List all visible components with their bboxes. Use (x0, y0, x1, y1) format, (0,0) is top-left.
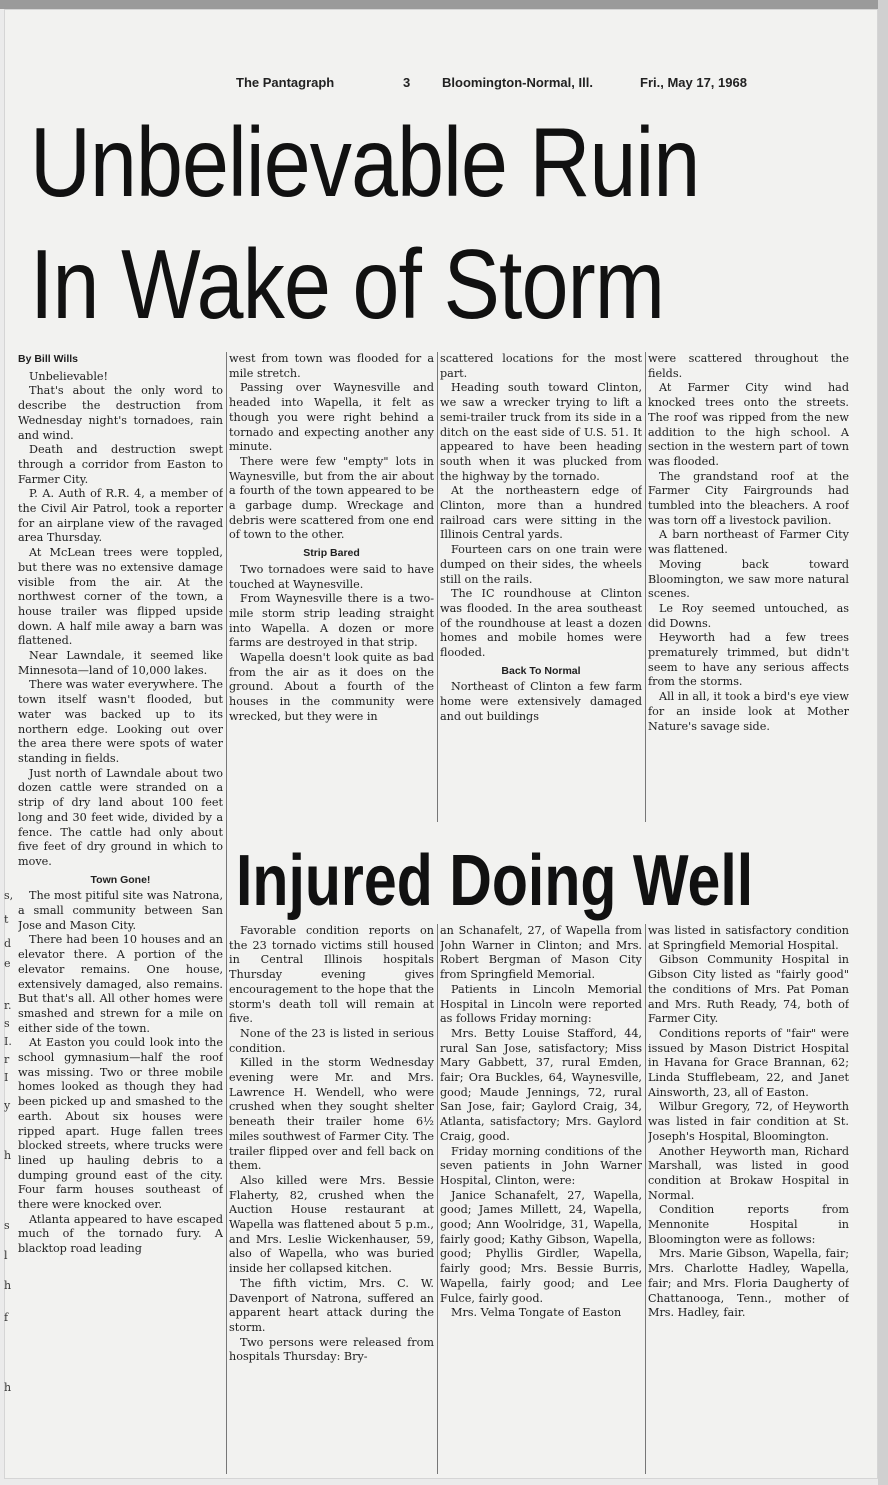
headline-line-2: In Wake of Storm (30, 229, 665, 339)
margin-fragment: s (4, 1219, 10, 1232)
story1-column-3 (440, 352, 642, 822)
subhead-back-to-normal: Back To Normal (501, 664, 581, 677)
window-top-bar (0, 0, 888, 9)
page-number: 3 (403, 75, 411, 90)
column-rule (645, 924, 646, 1474)
story1-column-4 (648, 352, 849, 822)
paragraph: Fourteen cars on one train were dumped on their sides, the wheels still on the rails. (440, 543, 642, 586)
paragraph: There was water everywhere. The town itself wasn't flooded, but water was backed up to its northern edge. Looking out over the area there were spots of water standing in fields. (18, 678, 223, 765)
subhead-town-gone: Town Gone! (90, 873, 151, 886)
paragraph: Atlanta appeared to have escaped much of the tornado fury. A blacktop road leading (18, 1212, 223, 1256)
paragraph: west from town was flooded for a mile stretch. (229, 352, 434, 380)
margin-fragment: f (4, 1311, 9, 1324)
paragraph: The fifth victim, Mrs. C. W. Davenport of Natrona, suffered an apparent heart attack during the storm. (229, 1276, 434, 1334)
paragraph: scattered locations for the most part. (440, 352, 642, 380)
margin-fragment: I. (4, 1035, 12, 1048)
paragraph: At McLean trees were toppled, but there was no extensive damage visible from the air. At the northwest corner of the town, a house trailer was flipped upside down. A half mile away a barn was flattened. (18, 546, 223, 648)
paragraph: Death and destruction swept through a corridor from Easton to Farmer City. (18, 443, 223, 486)
margin-fragment: s, (4, 889, 14, 902)
paragraph: Favorable condition reports on the 23 tornado victims still housed in Central Illinois hospitals Thursday evening gives encouragement to the hope that the storm's death toll will remain at five. (229, 924, 434, 1026)
paragraph: Two persons were released from hospitals Thursday: Bry- (229, 1335, 434, 1364)
paragraph: There were few "empty" lots in Waynesville, but from the air about a fourth of the town appeared to be a garbage dump. Wreckage and debris were scattered from one end of town to the other. (229, 454, 434, 542)
paragraph: That's about the only word to describe the destruction from Wednesday night's tornadoes, rain and wind. (18, 384, 223, 442)
paragraph: Near Lawndale, it seemed like Minnesota—land of 10,000 lakes. (18, 649, 223, 677)
headline-line-1: Unbelievable Ruin (30, 107, 700, 217)
paragraph: Northeast of Clinton a few farm home were extensively damaged and out buildings (440, 680, 642, 723)
margin-fragment: l (4, 1249, 8, 1262)
paragraph: The IC roundhouse at Clinton was flooded. In the area southeast of the roundhouse at least a dozen homes and mobile homes were flooded. (440, 587, 642, 660)
paragraph: was listed in satisfactory condition at Springfield Memorial Hospital. (648, 924, 849, 952)
paragraph: Mrs. Betty Louise Stafford, 44, rural San Jose, satisfactory; Miss Mary Gabbett, 37, rural Emden, fair; Ora Buckles, 64, Waynesville, good; Maude Jennings, 72, rural San Jose, fair; Gaylord Craig, 34, Atlanta, satisfactory; Mrs. Gaylord Craig, good. (440, 1026, 642, 1143)
paragraph: At the northeastern edge of Clinton, more than a hundred railroad cars were sitting in the Illinois Central yards. (440, 484, 642, 542)
story2-column-2 (440, 924, 642, 1474)
paragraph: Also killed were Mrs. Bessie Flaherty, 82, crushed when the Auction House restaurant at Wapella was flattened about 5 p.m., and Mrs. Leslie Wickenhauser, 59, also of Wapella, who was buried inside her collapsed kitchen. (229, 1173, 434, 1276)
margin-fragment: h (4, 1279, 12, 1292)
margin-fragment: I (4, 1071, 9, 1084)
paragraph: Heading south toward Clinton, we saw a wrecker trying to lift a semi-trailer truck from its side in a ditch on the east side of U.S. 51. It appeared to have been heading south when it was plucked from the highway by the tornado. (440, 381, 642, 483)
paragraph: Another Heyworth man, Richard Marshall, was listed in good condition at Brokaw Hospital in Normal. (648, 1144, 849, 1202)
paragraph: Gibson Community Hospital in Gibson City listed as "fairly good" the conditions of Mrs. Pat Poman and Mrs. Ruth Ready, 74, both of Farmer City. (648, 953, 849, 1026)
scrollbar-track[interactable] (878, 0, 888, 1485)
column-rule (437, 924, 438, 1474)
paragraph: At Easton you could look into the school gymnasium—half the roof was missing. Two or three mobile homes looked as though they had been picked up and smashed to the earth. About six houses were ripped apart. Huge fallen trees blocked streets, where trucks were lined up hauling debris to a dumping ground east of the city. Four farm houses southeast of there were knocked over. (18, 1036, 223, 1212)
paragraph: Mrs. Marie Gibson, Wapella, fair; Mrs. Charlotte Hadley, Wapella, fair; and Mrs. Floria Daugherty of Chattanooga, Tenn., mother of Mrs. Hadley, fair. (648, 1247, 849, 1320)
margin-fragment: y (4, 1099, 11, 1112)
paragraph: From Waynesville there is a two-mile storm strip leading straight into Wapella. A dozen or more farms are destroyed in that strip. (229, 592, 434, 650)
paragraph: Wapella doesn't look quite as bad from the air as it does on the ground. About a fourth of the houses in the community were wrecked, but they were in (229, 651, 434, 723)
margin-fragment: r (4, 1053, 10, 1066)
margin-fragment: r. (4, 999, 12, 1012)
paragraph: Just north of Lawndale about two dozen cattle were stranded on a strip of dry land about 100 feet long and 30 feet wide, divided by a fence. The cattle had only about five feet of dry ground in which to move. (18, 766, 223, 868)
left-margin-fragments (4, 889, 14, 1449)
paragraph: Unbelievable! (29, 369, 109, 383)
paragraph: Heyworth had a few trees prematurely trimmed, but didn't seem to have any serious affects from the storms. (648, 631, 849, 689)
story1-column-1 (18, 352, 223, 1474)
place-name: Bloomington-Normal, Ill. (442, 75, 593, 90)
newspaper-page (4, 9, 878, 1479)
paragraph: Passing over Waynesville and headed into Wapella, it felt as though you were right behind a tornado and expecting another any minute. (229, 381, 434, 454)
paragraph: were scattered throughout the fields. (648, 352, 849, 380)
byline: By Bill Wills (18, 353, 79, 365)
paragraph: Wilbur Gregory, 72, of Heyworth was listed in fair condition at St. Joseph's Hospital, Bloomington. (648, 1100, 849, 1143)
story1-column-2 (229, 352, 434, 822)
paragraph: Killed in the storm Wednesday evening were Mr. and Mrs. Lawrence H. Wendell, who were crushed when they sought shelter beneath their trailer home 6½ miles southwest of Farmer City. The trailer flipped over and fell back on them. (229, 1056, 434, 1173)
paragraph: Le Roy seemed untouched, as did Downs. (648, 601, 849, 630)
paragraph: Friday morning conditions of the seven patients in John Warner Hospital, Clinton, were: (440, 1144, 642, 1187)
paragraph: There had been 10 houses and an elevator there. A portion of the elevator remains. One house, extensively damaged, also remains. But that's all. All other homes were smashed and strewn for a mile on either side of the town. (18, 933, 223, 1035)
column-rule (437, 352, 438, 822)
paragraph: At Farmer City wind had knocked trees onto the streets. The roof was ripped from the new addition to the high school. A section in the western part of town was flooded. (648, 381, 849, 468)
paragraph: The most pitiful site was Natrona, a small community between San Jose and Mason City. (18, 889, 223, 932)
paragraph: None of the 23 is listed in serious condition. (229, 1026, 434, 1055)
paragraph: an Schanafelt, 27, of Wapella from John Warner in Clinton; and Mrs. Robert Bergman of Mason City from Springfield Memorial. (440, 924, 642, 982)
paragraph: Moving back toward Bloomington, we saw more natural scenes. (648, 557, 849, 601)
paragraph: P. A. Auth of R.R. 4, a member of the Civil Air Patrol, took a reporter for an airplane view of the ravaged area Thursday. (18, 487, 223, 545)
margin-fragment: e (4, 957, 11, 970)
paragraph: Mrs. Velma Tongate of Easton (451, 1306, 622, 1320)
margin-fragment: h (4, 1381, 12, 1394)
issue-date: Fri., May 17, 1968 (640, 75, 747, 90)
margin-fragment: d (4, 937, 12, 950)
paragraph: Janice Schanafelt, 27, Wapella, good; James Millett, 24, Wapella, good; Ann Woolridge, 31, Wapella, fairly good; Kathy Gibson, Wapella, good; Phyllis Girdler, Wapella, fairly good; Mrs. Bessie Burris, Wapella, fairly good; and Lee Fulce, fairly good. (440, 1188, 642, 1305)
paragraph: Two tornadoes were said to have touched at Waynesville. (229, 562, 434, 591)
margin-fragment: t (4, 913, 9, 926)
story2-column-1 (229, 924, 434, 1474)
paragraph: Patients in Lincoln Memorial Hospital in Lincoln were reported as follows Friday morning: (440, 982, 642, 1026)
paper-name: The Pantagraph (236, 75, 335, 90)
column-rule (226, 352, 227, 1474)
paragraph: All in all, it took a bird's eye view for an inside look at Mother Nature's savage side. (648, 690, 849, 733)
paragraph: Conditions reports of "fair" were issued by Mason District Hospital in Havana for Grace Brannan, 62; Linda Stufflebeam, 22, and Janet Ainsworth, 23, all of Easton. (648, 1026, 849, 1099)
margin-fragment: s (4, 1017, 10, 1030)
story2-column-3 (648, 924, 849, 1474)
column-rule (645, 352, 646, 822)
headline-injured-doing-well: Injured Doing Well (236, 841, 754, 921)
subhead-strip-bared: Strip Bared (303, 547, 360, 560)
paragraph: Condition reports from Mennonite Hospital in Bloomington were as follows: (648, 1203, 849, 1246)
paragraph: The grandstand roof at the Farmer City Fairgrounds had tumbled into the bleachers. A roof was torn off a livestock pavilion. (648, 469, 849, 527)
paragraph: A barn northeast of Farmer City was flattened. (648, 528, 849, 557)
margin-fragment: h (4, 1149, 12, 1162)
